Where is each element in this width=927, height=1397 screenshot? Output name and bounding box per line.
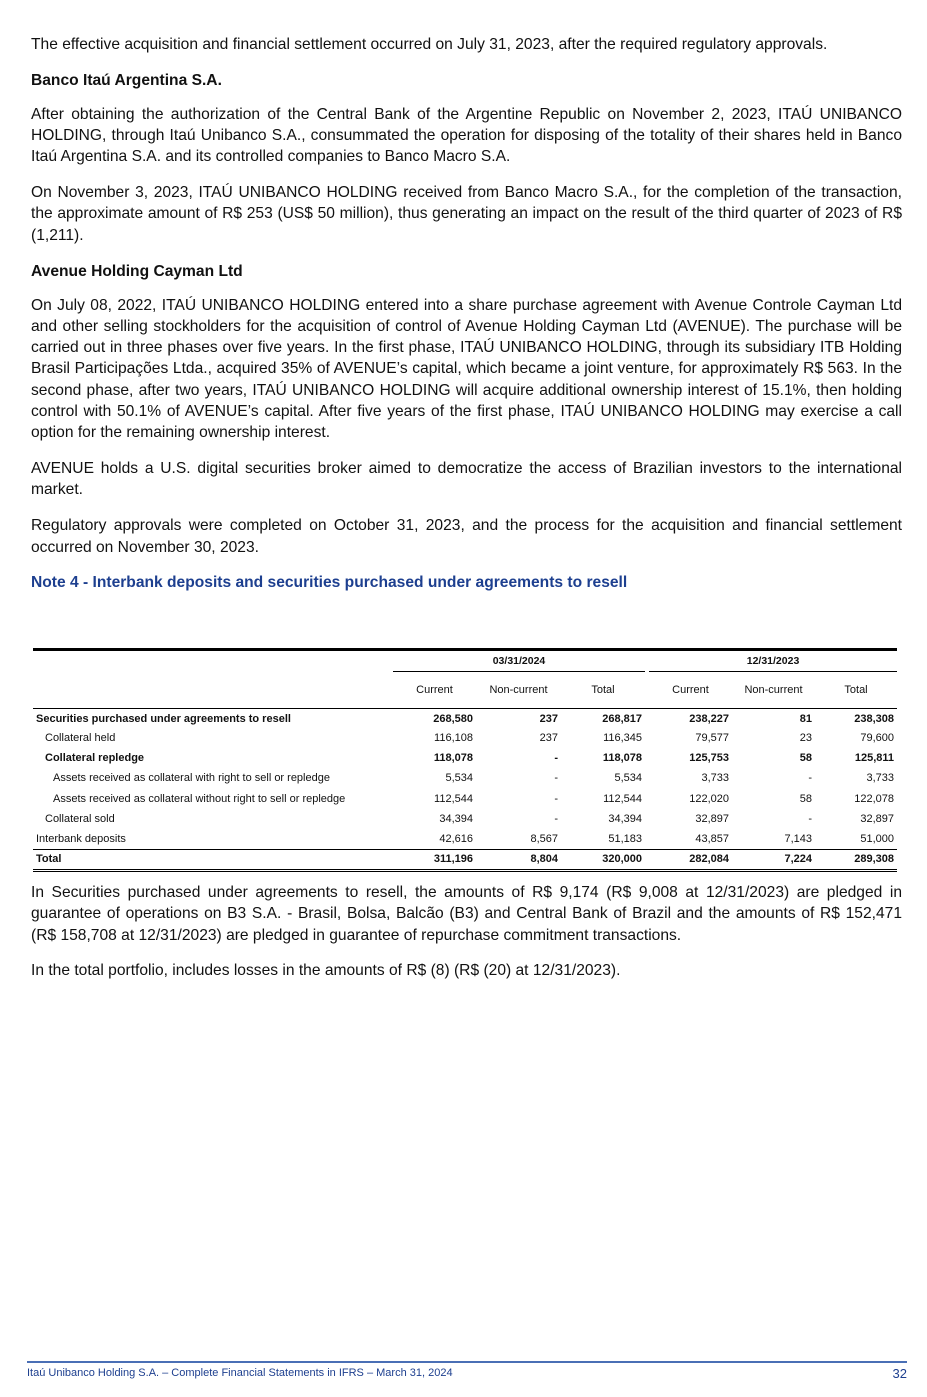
- paragraph: After obtaining the authorization of the Central Bank of the Argentine Republic on November 2, 2023, ITAÚ UNIBANCO HOLDING, through Itaú Unibanco S.A., consummated the operation for disposing of the totality of their shares held in Banco Itaú Argentina S.A. and its controlled companies to Banco Macro S.A.: [31, 105, 902, 166]
- row-label: Collateral sold: [45, 813, 115, 826]
- cell-value: -: [808, 772, 813, 784]
- row-label: Securities purchased under agreements to resell: [36, 712, 291, 725]
- cell-value: 42,616: [439, 832, 473, 845]
- cell-value: 58: [799, 751, 813, 764]
- column-header: Total: [561, 672, 645, 709]
- cell-value: 5,534: [445, 772, 473, 784]
- paragraph: In Securities purchased under agreements to resell, the amounts of R$ 9,174 (R$ 9,008 at 12/31/2023) are pledged in guarantee of operations on B3 S.A. - Brasil, Bolsa, Balcão (B3) and Central Bank of Brazil and the amounts of R$ 152,471 (R$ 158,708 at 12/31/2023) are pledged in guarantee of repurchase commitment transactions.: [31, 884, 902, 944]
- cell-value: 125,811: [854, 751, 895, 764]
- table-row: [33, 748, 897, 768]
- column-header: Non-current: [732, 672, 815, 709]
- cell-value: 3,733: [701, 772, 730, 784]
- cell-value: 238,308: [854, 712, 895, 725]
- column-header: Current: [393, 672, 476, 709]
- row-label: Collateral repledge: [45, 751, 145, 764]
- cell-value: 32,897: [695, 813, 730, 826]
- note4-table-wrapper: [33, 648, 897, 872]
- cell-value: -: [554, 772, 558, 784]
- column-header: Current: [649, 672, 732, 709]
- table-row: [33, 789, 897, 810]
- note-title: Note 4 - Interbank deposits and securities purchased under agreements to resell: [31, 574, 628, 592]
- row-label: Interbank deposits: [36, 832, 126, 845]
- cell-value: 122,078: [854, 793, 895, 805]
- paragraph: On July 08, 2022, ITAÚ UNIBANCO HOLDING entered into a share purchase agreement with Avenue Controle Cayman Ltd and other selling stockholders for the acquisition of control of Avenue Holding Cayman Ltd (AVENUE). The purchase will be carried out in three phases over five years. In the first phase, ITAÚ UNIBANCO HOLDING, through its subsidiary ITB Holding Brasil Participações Ltda., acquired 35% of AVENUE’s capital, which became a joint venture, for approximately R$ 563. In the second phase, after two years, ITAÚ UNIBANCO HOLDING will acquire additional ownership interest of 15.1%, then holding control with 50.1% of AVENUE’s capital. After five years of the first phase, ITAÚ UNIBANCO HOLDING may exercise a call option for the remaining ownership interest.: [31, 296, 902, 442]
- cell-value: 8,567: [530, 832, 558, 845]
- cell-value: 79,577: [695, 732, 730, 745]
- row-label: Collateral held: [45, 732, 116, 745]
- note4-text: [31, 882, 902, 996]
- cell-value: 81: [799, 712, 813, 725]
- page-footer: [27, 1361, 907, 1381]
- cell-value: -: [554, 793, 558, 805]
- cell-value: 118,078: [433, 751, 473, 764]
- row-label: Total: [33, 849, 393, 871]
- cell-value: 34,394: [608, 813, 643, 826]
- cell-value: 7,224: [732, 849, 815, 871]
- paragraph: On November 3, 2023, ITAÚ UNIBANCO HOLDING received from Banco Macro S.A., for the completion of the transaction, the approximate amount of R$ 253 (US$ 50 million), thus generating an impact on the result of the third quarter of 2023 of R$ (1,211).: [31, 184, 902, 244]
- cell-value: 122,020: [689, 793, 730, 805]
- cell-value: 5,534: [614, 772, 643, 784]
- cell-value: 32,897: [860, 813, 895, 826]
- cell-value: 118,078: [602, 751, 643, 764]
- table-row: [33, 810, 897, 830]
- cell-value: 43,857: [695, 832, 730, 845]
- period-header: 03/31/2024: [393, 650, 645, 672]
- cell-value: 51,183: [608, 832, 643, 845]
- cell-value: -: [554, 751, 558, 764]
- cell-value: 34,394: [439, 813, 473, 826]
- note4-table: [33, 648, 897, 872]
- cell-value: 268,580: [433, 712, 473, 725]
- cell-value: 282,084: [649, 849, 732, 871]
- paragraph: In the total portfolio, includes losses in the amounts of R$ (8) (R$ (20) at 12/31/2023).: [31, 962, 621, 980]
- cell-value: 116,108: [434, 732, 473, 745]
- cell-value: 7,143: [784, 832, 813, 845]
- section-heading: Banco Itaú Argentina S.A.: [31, 71, 222, 89]
- cell-value: 51,000: [860, 832, 895, 845]
- page-number: 32: [892, 1366, 907, 1381]
- total-row: [33, 849, 897, 871]
- cell-value: 237: [539, 732, 558, 745]
- table-row: [33, 829, 897, 849]
- paragraph: AVENUE holds a U.S. digital securities broker aimed to democratize the access of Brazilian investors to the international market.: [31, 460, 902, 499]
- cell-value: 112,544: [434, 793, 473, 805]
- paragraph: Regulatory approvals were completed on October 31, 2023, and the process for the acquisition and financial settlement occurred on November 30, 2023.: [31, 517, 902, 556]
- document-body: [31, 34, 902, 603]
- section-heading: Avenue Holding Cayman Ltd: [31, 262, 243, 280]
- paragraph: The effective acquisition and financial settlement occurred on July 31, 2023, after the required regulatory approvals.: [31, 36, 828, 53]
- cell-value: 3,733: [866, 772, 895, 784]
- column-header: Total: [815, 672, 897, 709]
- table-row: [33, 729, 897, 749]
- cell-value: 289,308: [815, 849, 897, 871]
- cell-value: 311,196: [393, 849, 476, 871]
- cell-value: -: [554, 813, 558, 826]
- row-label: Assets received as collateral without right to sell or repledge: [53, 793, 346, 805]
- cell-value: 238,227: [689, 712, 730, 725]
- footer-text: Itaú Unibanco Holding S.A. – Complete Financial Statements in IFRS – March 31, 2024: [27, 1367, 453, 1379]
- table-row: [33, 768, 897, 789]
- row-label: Assets received as collateral with right to sell or repledge: [53, 772, 330, 784]
- cell-value: -: [808, 813, 813, 826]
- cell-value: 112,544: [603, 793, 643, 805]
- cell-value: 125,753: [689, 751, 730, 764]
- cell-value: 268,817: [602, 712, 643, 725]
- cell-value: 79,600: [860, 732, 895, 745]
- column-header: Non-current: [476, 672, 561, 709]
- table-row: [33, 709, 897, 729]
- cell-value: 58: [799, 793, 813, 805]
- cell-value: 237: [539, 712, 558, 725]
- cell-value: 116,345: [603, 732, 643, 745]
- cell-value: 8,804: [476, 849, 561, 871]
- cell-value: 23: [799, 732, 813, 745]
- cell-value: 320,000: [561, 849, 645, 871]
- period-header: 12/31/2023: [649, 650, 897, 672]
